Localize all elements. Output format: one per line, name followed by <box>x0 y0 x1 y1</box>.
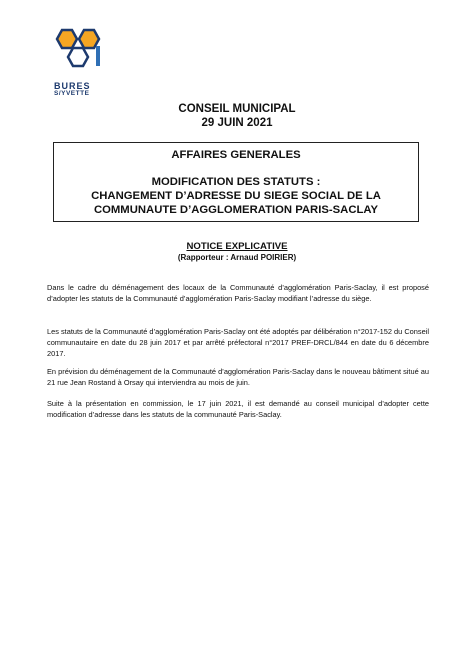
body-paragraph-4: Suite à la présentation en commission, le 17 juin 2021, il est demandé au conseil municipal d’adopter cette modification d’adresse dans les statuts de la communauté Paris-Saclay. <box>47 399 429 419</box>
logo-blue-bar <box>96 46 100 66</box>
logo-line-2: S/YVETTE <box>54 90 90 98</box>
section-title: AFFAIRES GENERALES <box>171 149 301 161</box>
logo-hex-left <box>57 30 77 48</box>
logo-hex-right <box>79 30 99 48</box>
subject-box <box>53 142 419 222</box>
body-paragraph-2: Les statuts de la Communauté d’agglomération Paris-Saclay ont été adoptés par délibération n°2017-152 du Conseil communautaire en date du 28 juin 2017 et par arrêté préfectoral n°2017 PREF-DRCL/844 en date du 6 décembre 2017. <box>47 327 429 358</box>
subject-line-3: COMMUNAUTE D’AGGLOMERATION PARIS-SACLAY <box>93 204 379 216</box>
notice-title: NOTICE EXPLICATIVE <box>186 241 288 252</box>
logo-hex-bottom <box>68 48 88 66</box>
bures-honeycomb-logo-icon <box>52 26 112 76</box>
body-paragraph-1: Dans le cadre du déménagement des locaux de la Communauté d’agglomération Paris-Saclay, il est proposé d’adopter les statuts de la Communauté d’agglomération Paris-Saclay modifiant l’adresse du siège. <box>47 283 429 303</box>
council-title: CONSEIL MUNICIPAL <box>178 103 296 115</box>
logo-wordmark <box>54 82 112 98</box>
logo-line-1: BURES <box>54 81 91 91</box>
rapporteur-line: (Rapporteur : Arnaud POIRIER) <box>177 253 297 262</box>
meeting-date: 29 JUIN 2021 <box>201 117 273 129</box>
subject-line-1: MODIFICATION DES STATUTS : <box>151 176 321 188</box>
body-paragraph-3: En prévision du déménagement de la Communauté d’agglomération Paris-Saclay dans le nouveau bâtiment situé au 21 rue Jean Rostand à Orsay qui interviendra au mois de juin. <box>47 367 429 387</box>
subject-line-2: CHANGEMENT D’ADRESSE DU SIEGE SOCIAL DE LA <box>91 190 381 202</box>
